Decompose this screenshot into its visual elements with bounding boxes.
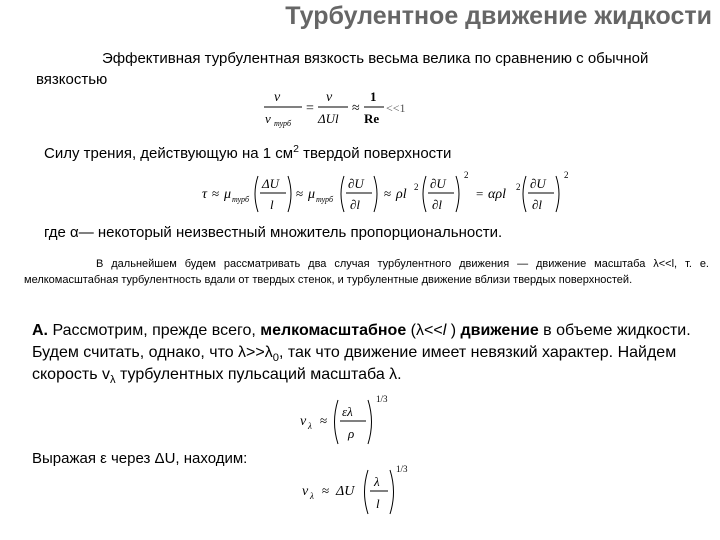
svg-text:2: 2 <box>414 182 419 192</box>
formula-velocity-eps <box>298 392 408 450</box>
svg-text:τ: τ <box>202 187 208 202</box>
friction-line: Силу трения, действующую на 1 $см^2$ твердой поверхности <box>44 143 452 162</box>
svg-text:∂U: ∂U <box>348 176 364 191</box>
svg-text:2: 2 <box>464 170 469 180</box>
svg-text:2: 2 <box>516 182 521 192</box>
svg-text:турб: турб <box>316 195 334 204</box>
intro-paragraph <box>36 48 696 90</box>
svg-text:ΔU: ΔU <box>336 484 355 499</box>
svg-text:1: 1 <box>370 89 377 104</box>
formula-nu-turb: ν <box>265 111 271 126</box>
svg-text:ΔU: ΔU <box>262 176 280 191</box>
svg-text:≈: ≈ <box>212 186 220 201</box>
svg-text:λ: λ <box>310 491 314 501</box>
expressing-line: Выражая ε через ΔU, находим: <box>32 450 248 467</box>
svg-text:=: = <box>306 101 314 116</box>
svg-text:∂U: ∂U <box>430 176 446 191</box>
small-paragraph: В дальнейшем будем рассматривать два случая турбулентного движения — движение масштаба λ<<l, т. е. мелкомасштабная турбулентность вдали от твердых стенок, и турбулентные движение вблизи твердых поверхностей. <box>24 258 709 286</box>
svg-text:μ: μ <box>224 187 232 202</box>
svg-text:∂l: ∂l <box>432 197 443 212</box>
svg-text:Re: Re <box>364 111 380 126</box>
svg-text:турб: турб <box>232 195 250 204</box>
intro-text: Эффективная турбулентная вязкость весьма велика по сравнению с обычной вязкостью <box>36 50 649 88</box>
svg-text:2: 2 <box>564 170 569 180</box>
page-title: Турбулентное движение жидкости <box>285 2 712 30</box>
svg-text:λ: λ <box>374 474 380 489</box>
svg-text:μ: μ <box>308 187 316 202</box>
svg-text:1/3: 1/3 <box>376 394 388 404</box>
svg-text:ρl: ρl <box>396 187 407 202</box>
svg-text:=: = <box>476 186 484 201</box>
svg-text:турб: турб <box>274 119 292 128</box>
svg-text:λ: λ <box>308 421 312 431</box>
svg-text:ΔUl: ΔUl <box>318 111 339 126</box>
svg-text:v: v <box>300 414 307 429</box>
svg-text:≈: ≈ <box>320 413 328 428</box>
svg-text:ν: ν <box>326 90 333 105</box>
svg-text:αρl: αρl <box>488 187 506 202</box>
formula-viscosity-ratio <box>262 86 412 134</box>
svg-text:∂l: ∂l <box>350 197 361 212</box>
svg-text:∂U: ∂U <box>530 176 546 191</box>
svg-text:l: l <box>376 496 380 511</box>
svg-text:≈: ≈ <box>384 186 392 201</box>
section-a-paragraph: А. Рассмотрим, прежде всего, мелкомасштабное (λ<<l ) движение в объеме жидкости. Будем считать, однако, что $\lambda>>\lambda_0$, так что движение имеет невязкий характер. Найдем скорость $v_\lambda$ турбулентных пульсаций масштаба λ. <box>32 322 691 387</box>
formula-friction <box>200 168 580 220</box>
svg-text:l: l <box>270 197 274 212</box>
svg-text:v: v <box>302 484 309 499</box>
svg-text:ρ: ρ <box>348 426 355 441</box>
svg-text:≈: ≈ <box>352 101 360 116</box>
formula-nu: ν <box>274 90 281 105</box>
svg-text:∂l: ∂l <box>532 197 543 212</box>
svg-text:1/3: 1/3 <box>396 464 408 474</box>
alpha-note: где α— некоторый неизвестный множитель пропорциональности. <box>44 224 503 241</box>
formula-velocity-dU <box>300 462 420 522</box>
svg-text:ελ: ελ <box>342 404 353 419</box>
svg-text:<<1: <<1 <box>386 101 406 115</box>
svg-text:≈: ≈ <box>322 483 330 498</box>
svg-text:≈: ≈ <box>296 186 304 201</box>
